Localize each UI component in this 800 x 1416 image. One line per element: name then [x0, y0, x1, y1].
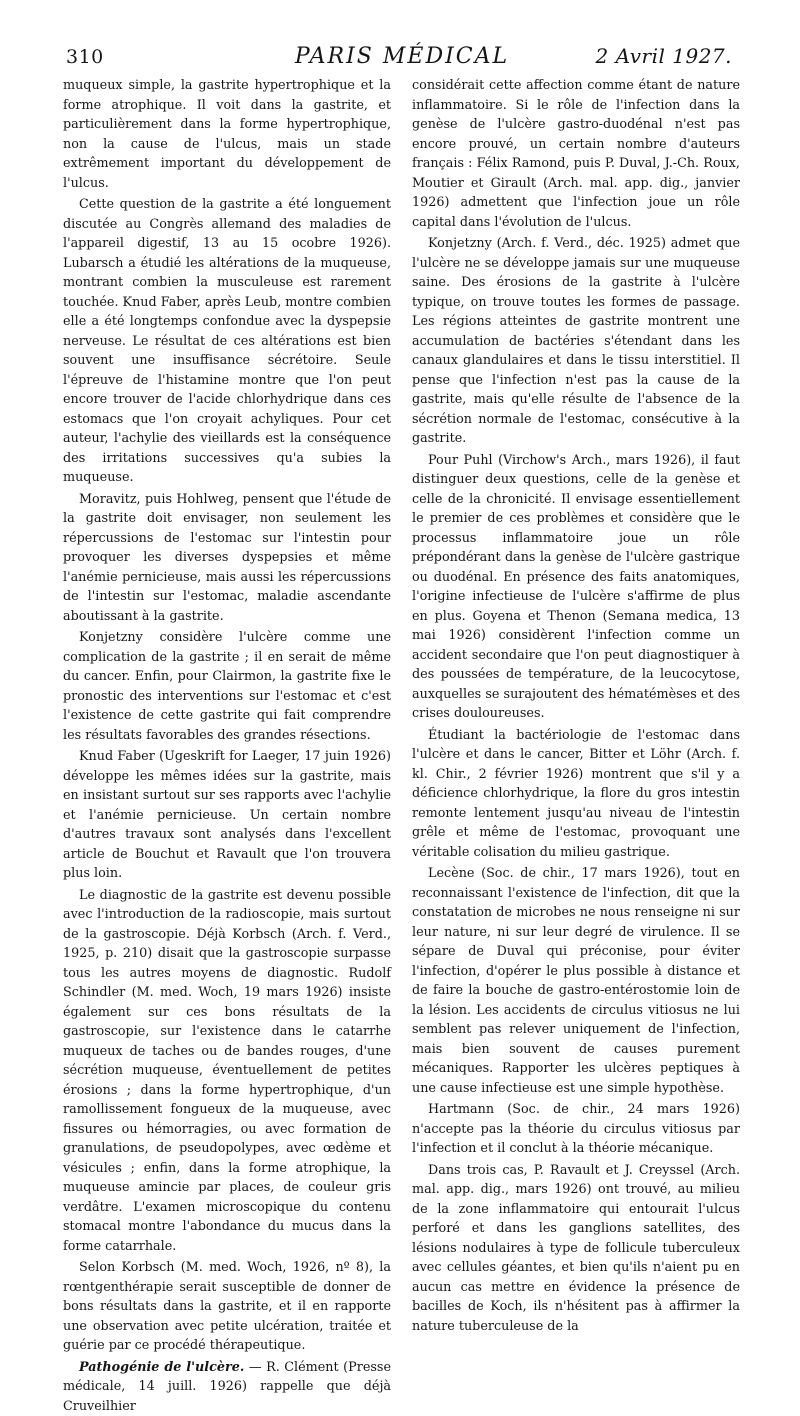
paragraph: Dans trois cas, P. Ravault et J. Creyssel (Arch. mal. app. dig., mars 1926) ont trouvé, au milieu de la zone inflammatoire qui entourait l'ulcus perforé et dans les ganglions satellites, des lésions nodulaires à type de follicule tuberculeux avec cellules géantes, et bien qu'ils n'aient pu en aucun cas mettre en évidence la présence de bacilles de Koch, ils n'hésitent pas à affirmer la nature tuberculeuse de la — [412, 1161, 740, 1337]
paragraph: muqueux simple, la gastrite hypertrophique et la forme atrophique. Il voit dans la gastrite, et particulièrement dans la forme hypertrophique, non la cause de l'ulcus, mais un stade extrêmement important du développement de l'ulcus. — [63, 76, 391, 193]
paragraph: Pour Puhl (Virchow's Arch., mars 1926), il faut distinguer deux questions, celle de la genèse et celle de la chronicité. Il envisage essentiellement le premier de ces problèmes et considère que le processus inflammatoire joue un rôle prépondérant dans la genèse de l'ulcère gastrique ou duodénal. En présence des faits anatomiques, l'origine infectieuse de l'ulcère s'affirme de plus en plus. Goyena et Thenon (Semana medica, 13 mai 1926) considèrent l'infection comme un accident secondaire que l'on peut diagnostiquer à des poussées de température, de la leucocytose, auxquelles se surajoutent des hématémèses et des crises douloureuses. — [412, 451, 740, 724]
section-paragraph — [63, 1358, 391, 1416]
right-column — [412, 76, 740, 1336]
paragraph: considérait cette affection comme étant de nature inflammatoire. Si le rôle de l'infection dans la genèse de l'ulcère gastro-duodénal n'est pas encore prouvé, un certain nombre d'auteurs français : Félix Ramond, puis P. Duval, J.-Ch. Roux, Moutier et Girault (Arch. mal. app. dig., janvier 1926) admettent que l'infection joue un rôle capital dans l'évolution de l'ulcus. — [412, 76, 740, 232]
page-number: 310 — [66, 46, 104, 68]
page-header — [66, 40, 738, 74]
issue-date: 2 Avril 1927. — [596, 44, 732, 68]
paragraph: Étudiant la bactériologie de l'estomac dans l'ulcère et dans le cancer, Bitter et Löhr (Arch. f. kl. Chir., 2 février 1926) montrent que s'il y a déficience chlorhydrique, la flore du gros intestin remonte lentement jusqu'au niveau de l'intestin grêle et même de l'estomac, provoquant une véritable colisation du milieu gastrique. — [412, 726, 740, 863]
section-text: — R. Clément (Presse médicale, 14 juill. 1926) rappelle que déjà Cruveilhier — [63, 1360, 391, 1414]
paragraph: Hartmann (Soc. de chir., 24 mars 1926) n'accepte pas la théorie du circulus vitiosus par l'infection et il conclut à la théorie mécanique. — [412, 1100, 740, 1159]
paragraph: Konjetzny considère l'ulcère comme une complication de la gastrite ; il en serait de même du cancer. Enfin, pour Clairmon, la gastrite fixe le pronostic des interventions sur l'estomac et c'est l'existence de cette gastrite qui fait comprendre les résultats favorables des grandes résections. — [63, 628, 391, 745]
journal-title: PARIS MÉDICAL — [66, 44, 738, 69]
paragraph: Moravitz, puis Hohlweg, pensent que l'étude de la gastrite doit envisager, non seulement les répercussions de l'estomac sur l'intestin pour provoquer les diverses dyspepsies et même l'anémie pernicieuse, mais aussi les répercussions de l'intestin sur l'estomac, maladie ascendante aboutissant à la gastrite. — [63, 490, 391, 627]
paragraph: Cette question de la gastrite a été longuement discutée au Congrès allemand des maladies de l'appareil digestif, 13 au 15 ocobre 1926). Lubarsch a étudié les altérations de la muqueuse, montrant combien la musculeuse est rarement touchée. Knud Faber, après Leub, montre combien elle a été longtemps confondue avec la dyspepsie nerveuse. Le résultat de ces altérations est bien souvent une insuffisance sécrétoire. Seule l'épreuve de l'histamine montre que l'on peut encore trouver de l'acide chlorhydrique dans ces estomacs que l'on croyait achyliques. Pour cet auteur, l'achylie des vieillards est la conséquence des irritations successives qu'a subies la muqueuse. — [63, 195, 391, 488]
paragraph: Selon Korbsch (M. med. Woch, 1926, nº 8), la rœntgenthérapie serait susceptible de donner de bons résultats dans la gastrite, et il en rapporte une observation avec petite ulcération, traitée et guérie par ce procédé thérapeutique. — [63, 1258, 391, 1356]
paragraph: Knud Faber (Ugeskrift for Laeger, 17 juin 1926) développe les mêmes idées sur la gastrite, mais en insistant surtout sur ses rapports avec l'achylie et l'anémie pernicieuse. Un certain nombre d'autres travaux sont analysés dans l'excellent article de Bouchut et Ravault que l'on trouvera plus loin. — [63, 747, 391, 884]
paragraph: Le diagnostic de la gastrite est devenu possible avec l'introduction de la radioscopie, mais surtout de la gastroscopie. Déjà Korbsch (Arch. f. Verd., 1925, p. 210) disait que la gastroscopie surpasse tous les autres moyens de diagnostic. Rudolf Schindler (M. med. Woch, 19 mars 1926) insiste également sur ces bons résultats de la gastroscopie, sur l'existence dans le catarrhe muqueux de taches ou de bandes rouges, d'une sécrétion muqueuse, éventuellement de petites érosions ; dans la forme hypertrophique, d'un ramollissement fongueux de la muqueuse, avec fissures ou hémorragies, ou avec formation de granulations, de pseudopolypes, avec œdème et vésicules ; enfin, dans la forme atrophique, la muqueuse amincie par places, de couleur gris verdâtre. L'examen microscopique du contenu stomacal montre l'abondance du mucus dans la forme catarrhale. — [63, 886, 391, 1257]
section-heading: Pathogénie de l'ulcère. — [79, 1360, 244, 1375]
paragraph: Lecène (Soc. de chir., 17 mars 1926), tout en reconnaissant l'existence de l'infection, dit que la constatation de microbes ne nous renseigne ni sur leur nature, ni sur leur degré de virulence. Il se sépare de Duval qui préconise, pour éviter l'infection, d'opérer le plus possible à distance et de faire la bouche de gastro-entérostomie loin de la lésion. Les accidents de circulus vitiosus ne lui semblent pas relever uniquement de l'infection, mais bien souvent de causes purement mécaniques. Rapporter les ulcères peptiques à une cause infectieuse est une simple hypothèse. — [412, 864, 740, 1098]
paragraph: Konjetzny (Arch. f. Verd., déc. 1925) admet que l'ulcère ne se développe jamais sur une muqueuse saine. Des érosions de la gastrite à l'ulcère typique, on trouve toutes les formes de passage. Les régions atteintes de gastrite montrent une accumulation de bactéries s'étendant dans les canaux glandulaires et dans le tissu interstitiel. Il pense que l'infection n'est pas la cause de la gastrite, mais qu'elle résulte de l'absence de la sécrétion normale de l'estomac, consécutive à la gastrite. — [412, 234, 740, 449]
left-column — [63, 76, 391, 1416]
